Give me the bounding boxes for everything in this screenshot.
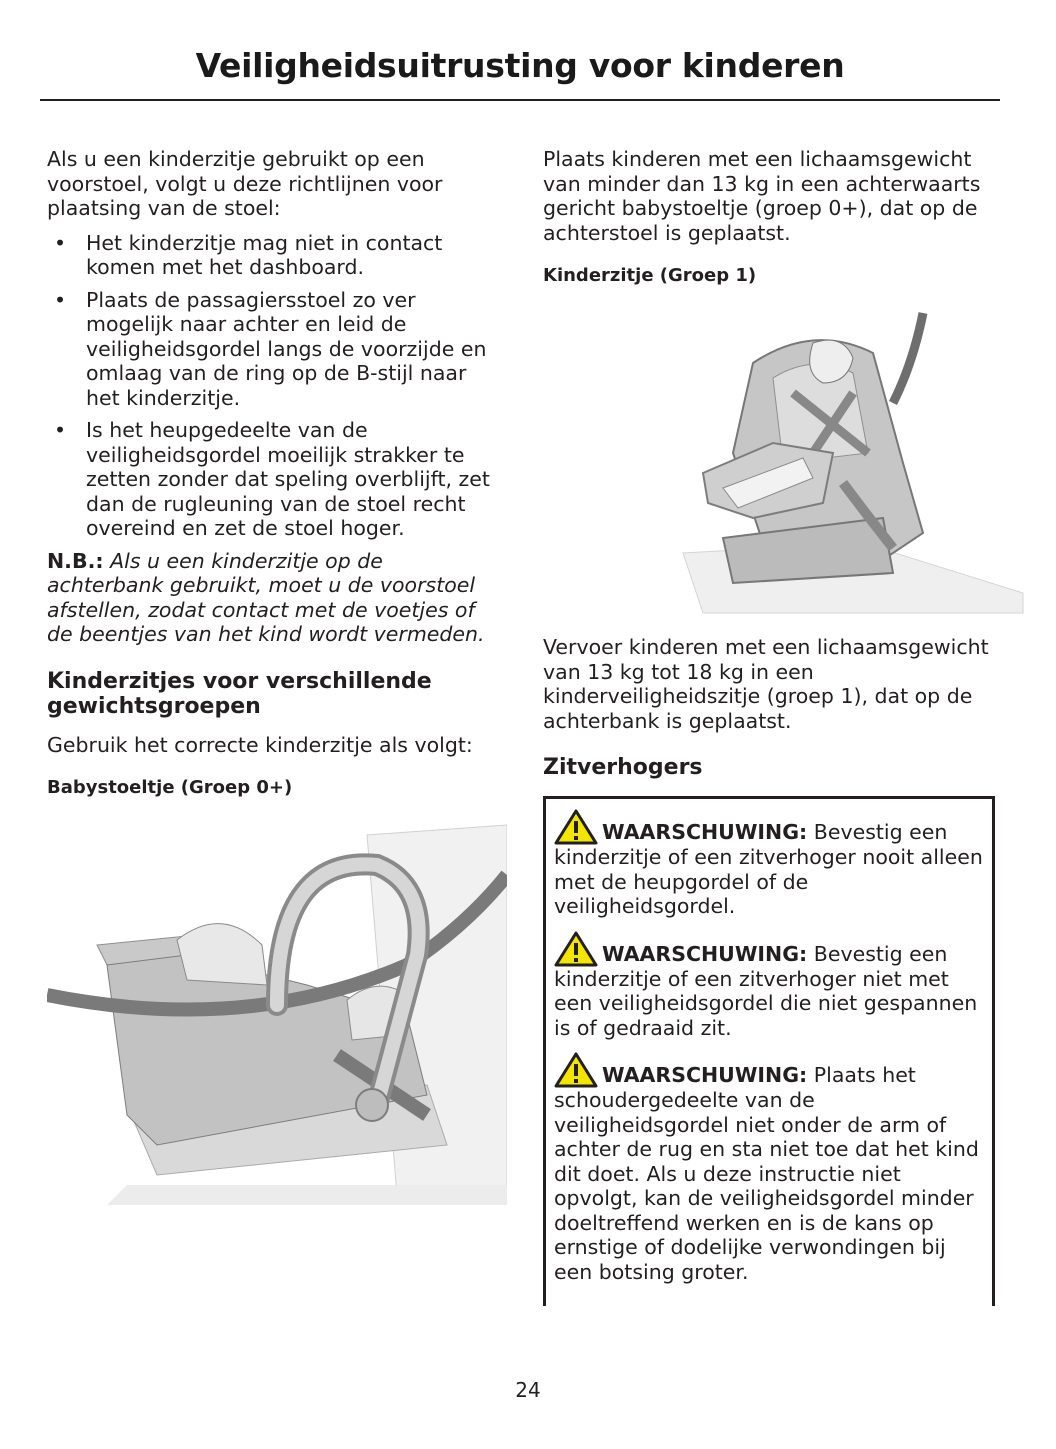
list-item: • Is het heupgedeelte van de veiligheidsgordel moeilijk strakker te zetten zonder dat speling overblijft, zet dan de rugleuning van de stoel recht overeind en zet de stoel hoger. <box>54 418 490 540</box>
front-seat-intro: Als u een kinderzitje gebruikt op een voorstoel, volgt u deze richtlijnen voor plaatsing van de stoel: <box>47 147 443 220</box>
baby-seat-heading: Babystoeltje (Groep 0+) <box>47 777 293 798</box>
list-item: • Plaats de passagiersstoel zo ver mogelijk naar achter en leid de veiligheidsgordel langs de voorzijde en omlaag van de ring op de B-stijl naar het kinderzitje. <box>54 287 487 410</box>
warning-icon <box>554 931 598 967</box>
warning-icon <box>554 809 598 845</box>
warning-text: Plaats het schoudergedeelte van de veiligheidsgordel niet onder de arm of achter de rug en sta niet toe dat het kind dit doet. Als u deze instructie niet opvolgt, kan de veiligheidsgordel minder doeltreffend werken en is de kans op ernstige of dodelijke verwondingen bij een botsing groter. <box>554 1063 979 1284</box>
bullet: • <box>54 287 67 312</box>
booster-heading: Zitverhogers <box>543 755 703 780</box>
warning-3 <box>554 1052 984 1284</box>
group1-heading: Kinderzitje (Groep 1) <box>543 265 757 286</box>
baby-seat-drawing <box>47 815 507 1205</box>
list-item: • Het kinderzitje mag niet in contact komen met het dashboard. <box>54 230 443 279</box>
right-column <box>543 147 995 1306</box>
weight-groups-intro: Gebruik het correcte kinderzitje als volgt: <box>47 732 473 757</box>
weight-groups-heading: Kinderzitjes voor verschillende gewichtsgroepen <box>47 668 432 719</box>
bullet: • <box>54 230 67 255</box>
child-seat-illustration <box>663 303 1043 623</box>
title-divider <box>40 99 1000 101</box>
warning-label: WAARSCHUWING: <box>602 941 808 966</box>
note <box>47 549 499 647</box>
group1-text: Vervoer kinderen met een lichaamsgewicht van 13 kg tot 18 kg in een kinderveiligheidszitje (groep 1), dat op de achterbank is geplaatst. <box>543 635 989 733</box>
note-text: Als u een kinderzitje op de achterbank gebruikt, moet u de voorstoel afstellen, zodat contact met de voetjes of de beentjes van het kind wordt vermeden. <box>47 548 485 646</box>
warning-text: Bevestig een kinderzitje of een zitverhoger niet met een veiligheidsgordel die niet gespannen is of gedraaid zit. <box>554 941 978 1040</box>
note-label: N.B.: <box>47 548 104 573</box>
warning-label: WAARSCHUWING: <box>602 820 808 844</box>
front-seat-guidelines <box>47 231 499 541</box>
baby-seat-text: Plaats kinderen met een lichaamsgewicht van minder dan 13 kg in een achterwaarts gericht babystoeltje (groep 0+), dat op de achterstoel is geplaatst. <box>543 147 981 245</box>
bullet: • <box>54 418 67 442</box>
child-seat-drawing <box>663 303 1043 623</box>
page-title: Veiligheidsuitrusting voor kinderen <box>195 46 845 85</box>
warning-2 <box>554 931 984 1041</box>
warning-icon <box>554 1052 598 1088</box>
left-column <box>47 147 499 1205</box>
warning-box <box>543 796 995 1306</box>
warning-label: WAARSCHUWING: <box>602 1063 808 1087</box>
warning-text: Bevestig een kinderzitje of een zitverhoger nooit alleen met de heupgordel of de veiligheidsgordel. <box>554 820 983 918</box>
warning-1 <box>554 809 984 919</box>
page-number: 24 <box>515 1378 541 1402</box>
baby-seat-illustration <box>47 815 507 1205</box>
